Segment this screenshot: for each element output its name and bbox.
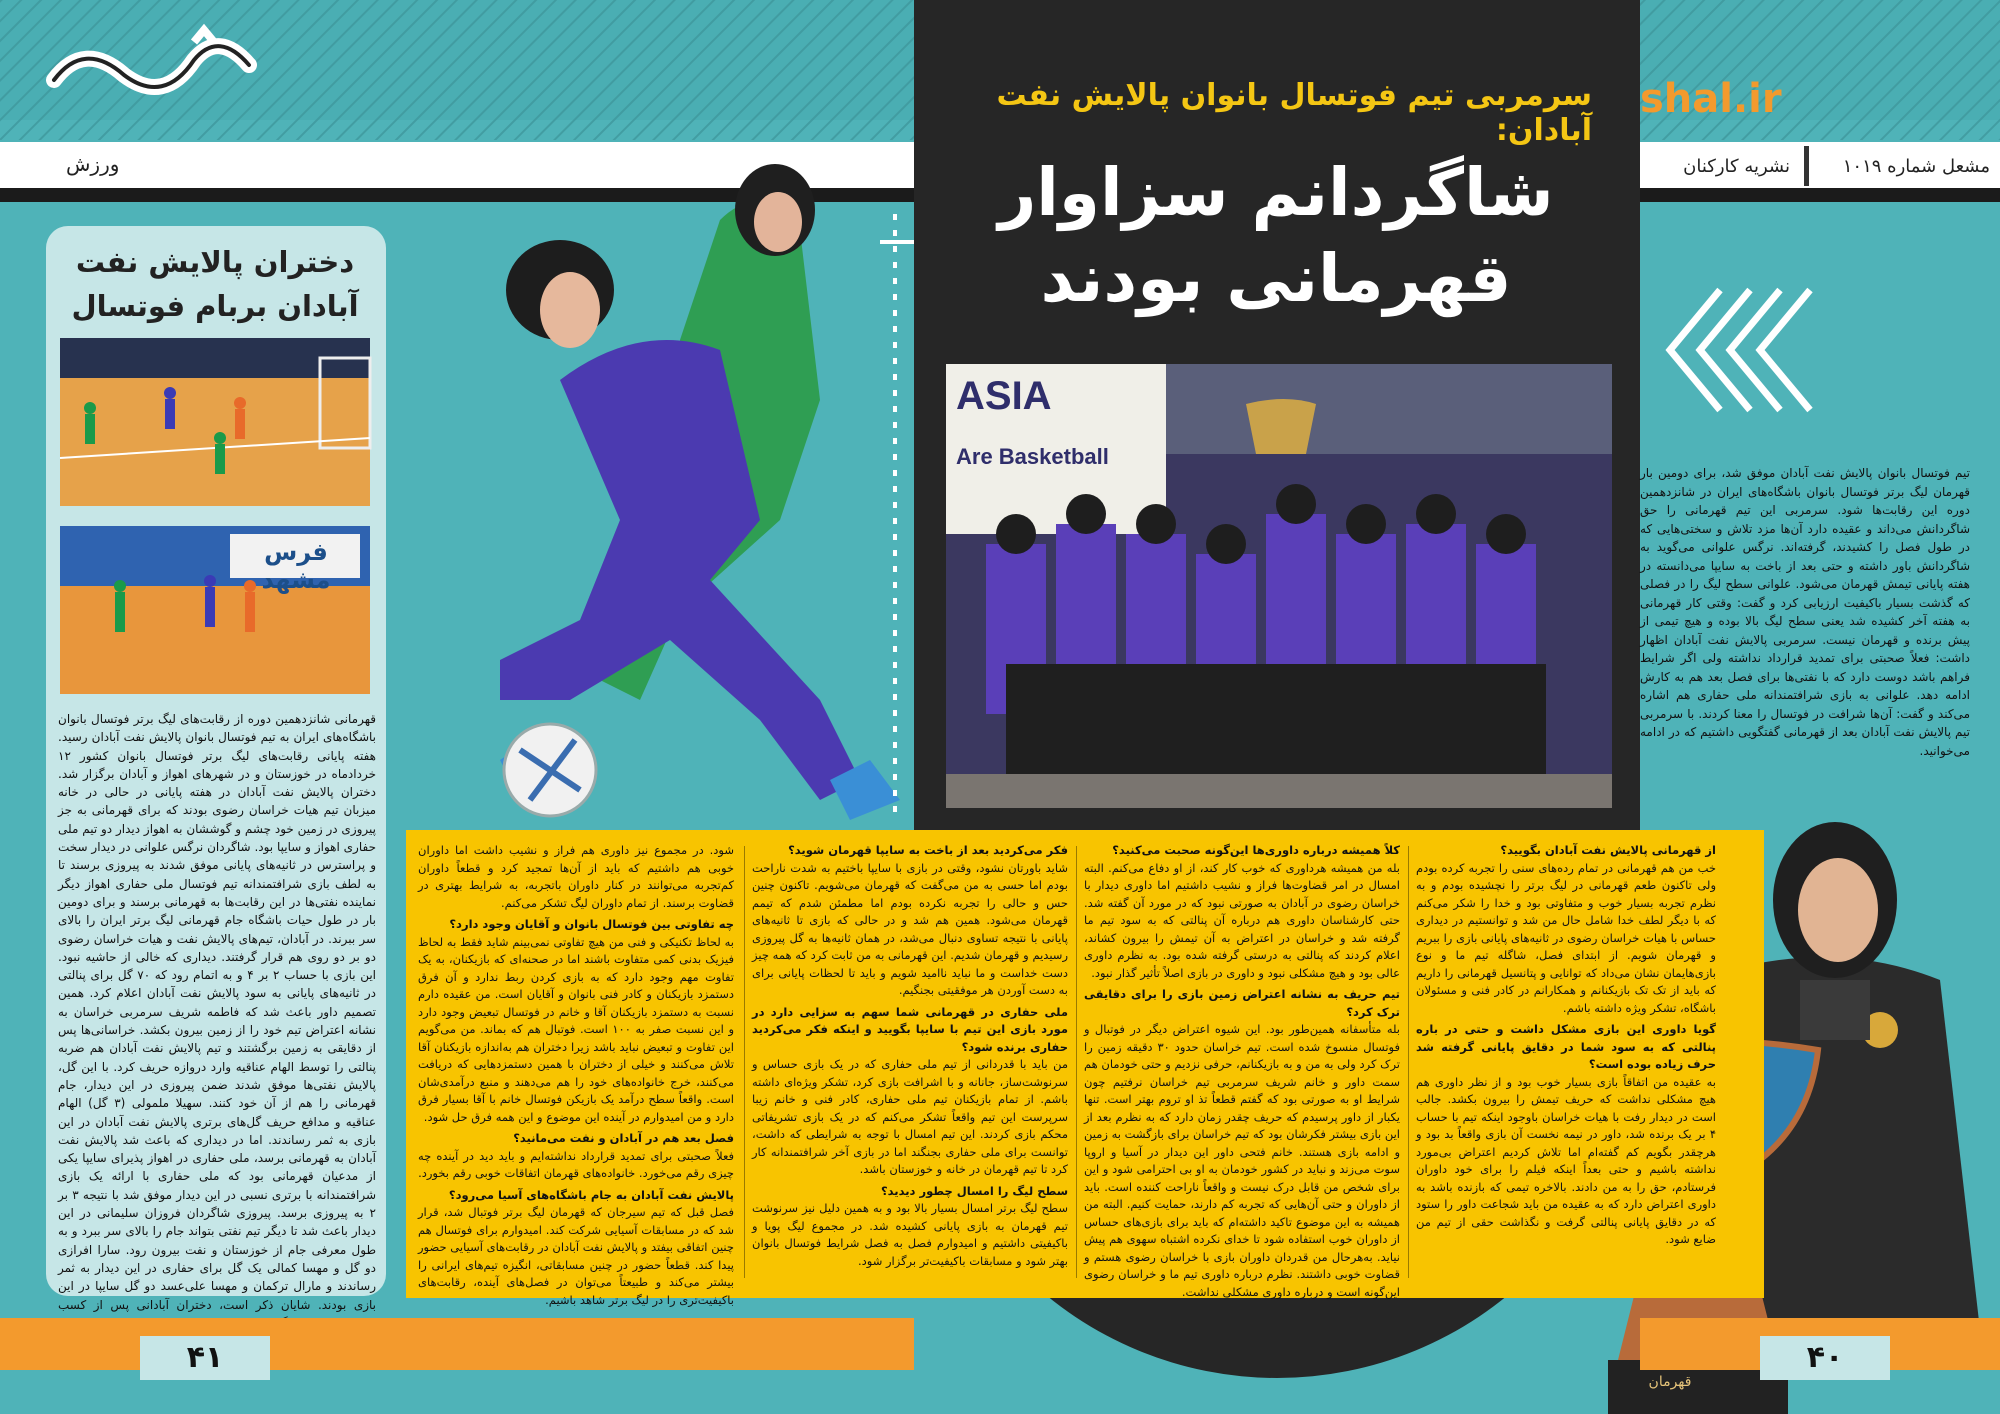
section-label: ورزش [66, 152, 120, 176]
team-celebration-photo [946, 364, 1612, 808]
qa-3-2-answer: سطح لیگ برتر امسال بسیار بالا بود و به همین دلیل نیز سرنوشت تیم قهرمان به بازی پایانی کشیده شد. در مجموع لیگ پویا و باکیفیتی داشتیم و امیدوارم فصل به فصل شرایط فوتسال بانوان بهتر شود و مسابقات باکیفیت‌تر برگزار شود. [752, 1201, 1068, 1268]
logo [44, 20, 264, 110]
left-headline: دختران پالایش نفت آبادان بربام فوتسال [71, 245, 359, 323]
qa-4-1-question: چه تفاوتی بین فوتسال بانوان و آقایان وجود دارد؟ [449, 917, 734, 931]
futsal-photo-1 [60, 338, 370, 506]
interview-col-3 [752, 842, 1068, 1282]
page-number-left: ۴۱ [140, 1336, 270, 1380]
qa-4-2-question: فصل بعد هم در آبادان و نفت می‌مانید؟ [513, 1131, 734, 1145]
qa-1-1-question: گویا داوری این بازی مشکل داشت و حتی در باره پنالتی که به سود شما در دقایق پایانی گرفته شد حرف زیاده بوده است؟ [1416, 1022, 1716, 1071]
qa-4-1-answer: به لحاظ تکنیکی و فنی من هیچ تفاوتی نمی‌بینم شاید فقط به لحاظ فیزیک بدنی کمی متفاوت باشند اما در صحنه‌ای که بازیکنان، به یک تفاوت مهم وجود دارد که به بازی کردن ربط ندارد و آن فرق دستمزد بازیکنان و کادر فنی بانوان و آقایان است. من عقیده دارم نسبت به دستمزد بازیکنان آقا و خانم در فوتسال تبعیض وجود دارد و این نسبت صفر به ۱۰۰ است. فوتبال هم که بماند. من می‌گویم این تفاوت و تبعیض نباید باشد زیرا دختران هم به‌اندازه بازیکنان آقا تلاش می‌کنند و خیلی از دختران با همین دستمزد‌هایی که دریافت می‌کنند، خرج خانواده‌های خود را هم می‌دهند و منبع درآمدی‌شان است. واقعاً سطح درآمد یک بازیکن فوتسال خانم با آقا بسیار فرق دارد و من امیدوارم در آینده این موضوع و این همه فرق حل شود. [418, 934, 734, 1124]
interview-col-1 [1416, 842, 1716, 1282]
qa-3-1-answer: من باید با قدردانی از تیم ملی حفاری که در یک بازی حساس و سرنوشت‌ساز، جانانه و با اشرافت بازی کرد، تشکر ویژه‌ای داشته باشم. از تمام بازیکنان تیم ملی حفاری، کادر فنی و خانم زیبا سرپرست این تیم واقعاً تشکر می‌کنم که در یک بازی تشریفاتی محکم بازی کردند. این تیم امسال با توجه به شرایطی که داشت، توانست برای ملی حفاری بجنگند اما در بازی آخر شرافتمندانه کار کرد تا تیم قهرمان در خانه و خوزستان باشد. [752, 1057, 1068, 1176]
qa-3-0-answer: شاید باورتان نشود، وقتی در بازی با سایپا باختیم به شدت ناراحت بودم اما حسی به من می‌گفت که قهرمان می‌شویم. تاکنون چنین حس و حالی را تجربه نکرده بودم اما مطمئن شدم که تیمم قهرمان می‌شود. همین هم شد و در حالی که بازی تا ثانیه‌های پایانی با نتیجه تساوی دنبال می‌شد، در همان ثانیه‌ها به گل پیروزی رسیدیم و قهرمان شدیم. این قهرمانی به من ثابت کرد که همه چیز دست خداست و ما نباید ناامید شویم و باید تا لحظات پایانی برای به دست آوردن هر موفقیتی بجنگیم. [752, 860, 1068, 997]
qa-3-0-question: فکر می‌کردید بعد از باخت به سایپا قهرمان شوید؟ [788, 843, 1068, 857]
logo-text [44, 20, 45, 21]
kicker: سرمربی تیم فوتسال بانوان پالایش نفت آبادان: [996, 78, 1592, 148]
qa-4-2-answer: فعلاً صحبتی برای تمدید قرارداد نداشته‌ایم و باید دید در آینده چه چیزی رقم می‌خورد. خانواده‌های قهرمان اتفاقات خوبی رقم بخورد. [418, 1148, 734, 1180]
dot-decoration [880, 214, 910, 814]
players-illustration [380, 140, 940, 830]
qa-2-0-answer: بله من همیشه هرداوری که خوب کار کند، از او دفاع می‌کنم. البته امسال در امر قضاوت‌ها فراز و نشیب داشتیم اما داوری دیدار با خراسان رضوی در آبادان به صورتی نبود که در مورد آن گفته شد. حتی کارشناسان داوری هم درباره آن پنالتی که به سود تیم ما گرفته شد و خراسان در اعتراض به آن تیمش را بیرون کشاند، اعلام کردند که پنالتی به درستی گرفته شده بود. به نظرم داوری عالی بود و هیچ مشکلی نبود و داوری در بازی اصلاً تأثیر گذار نبود. [1084, 860, 1400, 980]
qa-3-2-question: سطح لیگ را امسال چطور دیدید؟ [880, 1183, 1068, 1198]
qa-3-1-question: ملی حفاری در قهرمانی شما سهم به سزایی دارد در مورد بازی این تیم با سایپا بگویید و اینکه فکر می‌کردید حفاری برنده شود؟ [752, 1004, 1068, 1054]
trophy-label: قهرمان [1648, 1374, 1692, 1390]
interview-col-4 [418, 842, 734, 1307]
qa-4-3-answer: فصل قبل که تیم سیرجان که قهرمان لیگ برتر فوتبال شد، قرار شد که در مسابقات آسیایی شرکت کند. امیدوارم برای فوتسال هم چنین اتفاقی بیفتد و پالایش نفت آبادان در رقابت‌های آسیایی حضور پیدا کند. قطعاً حضور در چنین مسابقاتی، انگیزه تیم‌های ایرانی را بیشتر می‌کند و طبیعتاً می‌توان در فصل‌های آینده، رقابت‌های باکیفیت‌تری را در لیگ برتر شاهد باشیم. [418, 1205, 734, 1307]
qa-4-0-answer: شود. در مجموع نیز داوری هم فراز و نشیب داشت اما داوران خوبی هم داشتیم که باید از آن‌ها تمجید کرد و قطعاً داوران کم‌تجربه می‌توانند در کنار داوران باتجربه، به شرایط بهتری در قضاوت برسند. از تمام داوران لیگ تشکر می‌کنم. [418, 843, 734, 910]
site-url: shal.ir [1640, 76, 1782, 122]
column-divider [744, 846, 745, 1278]
column-divider [1408, 846, 1409, 1278]
right-intro-body: تیم فوتسال بانوان پالایش نفت آبادان موفق شد، برای دومین بار قهرمان لیگ برتر فوتسال بانوان باشگاه‌های ایران در شانزدهمین دوره این رقابت‌ها شود. سرمربی این تیم قهرمانی را حق شاگردانش می‌داند و عقیده دارد آن‌ها مزد تلاش و سختی‌هایی که در طول فصل را کشیدند، گرفته‌اند. نرگس علوانی می‌گوید به شاگردانش باور داشته و حتی بعد از باخت به سایپا می‌دانسته در هفته پایانی تیمش قهرمان می‌شود. علوانی سطح لیگ را در فصلی که گذشت بسیار باکیفیت ارزیابی کرد و گفت: وقتی کار قهرمانی به هفته آخر کشیده شد یعنی سطح لیگ بالا بوده و هیچ تیمی از پیش برنده و قهرمان نیست. سرمربی پالایش نفت آبادان اظهار داشت: فعلاً صحبتی برای تمدید قرارداد نداشته ولی اگر شرایط فراهم باشد دوست دارد که با نفتی‌ها برای فصل بعد هم به کارش ادامه دهد. علوانی به بازی شرافتمندانه ملی حفاری هم اشاره می‌کند و گفت: آن‌ها شرافت در فوتسال را معنا کردند. با سرمربی تیم پالایش نفت آبادان بعد از قهرمانی گفتگویی داشتیم که در ادامه می‌خوانید. [1640, 466, 1970, 758]
header-bar-right [1640, 188, 2000, 202]
logo-mark [44, 20, 264, 110]
left-article-body: قهرمانی شانزدهمین دوره از رقابت‌های لیگ برتر فوتسال بانوان باشگاه‌های ایران به تیم فوتسال بانوان پالایش نفت آبادان رسید. هفته پایانی رقابت‌های لیگ برتر فوتسال بانوان کشور ۱۲ خردادماه در خوزستان و در شهرهای اهواز و آبادان برگزار شد. دختران پالایش نفت آبادان در هفته پایانی در حالی در خانه میزبان تیم هیات خراسان رضوی بودند که برای قهرمانی به جز پیروزی در زمین خود چشم و گوششان به اهواز دیدار دو تیم ملی حفاری اهواز و سایپا بود. شاگردان نرگس علوانی در دیدار سخت و پراسترس در ثانیه‌های پایانی موفق شدند به پیروزی برسند تا به لطف بازی شرافتمندانه تیم فوتسال ملی حفاری اهواز دیگر نماینده نفتی‌ها در این رقابت‌ها به قهرمانی برسند و برای دومین بار در طول حیات باشگاه جام قهرمانی لیگ برتر ایران را بالای سر ببرند. در آبادان، تیم‌های پالایش نفت و هیات خراسان رضوی دو بر دو روی هم قرار گرفتند. دیداری که خالی از حاشیه نبود. این بازی با حساب ۲ بر ۴ و به اتمام رود که ۷۰ گل برای پنالتی در ثانیه‌های پایانی به سود پالایش نفت آبادان اعلام کرد. همین تصمیم داور باعث شد که فاطمه شریف سرمربی خراسان به نشانه اعتراض تیم خود را از زمین بیرون بکشد. خراسانی‌ها پس از دقایقی به زمین برگشتند و تیم پالایش نفت آبادان هم ضربه پنالتی را توسط الهام عناقیه وارد دروازه حریف کرد. با این گل، پالایش نفتی‌ها موفق شدند ضمن پیروزی در این دیدار، جام قهرمانی را هم از آن خود کنند. سهیلا ملمولی (۳ گل) الهام عناقیه و مدافع حریف گل‌های برتری پالایش نفت آبادان در این بازی به ثمر رساندند. اما در دیداری که باعث شد پالایش نفت آبادان به قهرمانی برسد، ملی حفاری در اهواز پذیرای سایپا یکی از مدعیان قهرمانی بود که ملی حفاری با ارائه یک بازی شرافتمندانه با برتری نسبی در این دیدار موفق شد با نتیجه ۳ بر ۲ به پیروزی برسد. پیروزی شاگردان فروزان سلیمانی در این دیدار باعث شد تا دیگر تیم نفتی بتواند جام را بالای سر ببرد و به طول معرفی جام از خوزستان و نفت بیرون رود. سارا افرازی دو گل و مهسا کمالی یک گل برای حفاری در این دیدار به ثمر رساندند و مارال ترکمان و مهسا علی‌عسد دو گل سایپا در این بازی بودند. شایان ذکر است، دختران آبادانی پس از کسب [58, 712, 377, 1312]
issue-label: مشعل شماره ۱۰۱۹ [1842, 156, 1990, 177]
qa-1-1-answer: به عقیده من اتفاقاً بازی بسیار خوب بود و از نظر داوری هم هیچ مشکلی نداشت که حریف تیمش را بیرون بکشد. جالب است در دیدار رفت با هیات خراسان باوجود اینکه تیم با حساب ۴ بر یک برنده شد، داور در نیمه نخست آن بازی واقعاً بد بود و هرچقدر بگویم کم گفته‌ام اما تلاش کردیم اعتراض بی‌مورد نداشته باشیم و حتی بعداً اینکه فیلم را برای خود داوران فرستادم، حق را به من دادند. بالاخره تیمی که بازنده باشد به داوری اعتراض دارد که به عقیده من باید شجاعت داور را ستود که در دقایق پایانی پنالتی گرفت و نگذاشت حقی از تیم من ضایع شود. [1416, 1074, 1716, 1246]
interview-col-2 [1084, 842, 1400, 1299]
column-divider [1076, 846, 1077, 1278]
chevron-decoration [1660, 280, 1820, 420]
futsal-photo-1-art [60, 338, 370, 506]
photo-banner-asia: ASIA [956, 374, 1052, 418]
qa-2-0-question: کلاً همیشه درباره داوری‌ها این‌گونه صحبت می‌کنید؟ [1112, 843, 1400, 857]
qa-2-1-question: تیم حریف به نشانه اعتراض زمین بازی را برای دقایقی ترک کرد؟ [1084, 987, 1400, 1019]
publication-label: نشریه کارکنان [1683, 156, 1790, 177]
header-separator [1804, 146, 1809, 186]
team-celebration-art [946, 364, 1612, 808]
futsal-photo-2 [60, 526, 370, 694]
qa-1-0-answer: خب من هم قهرمانی در تمام رده‌های سنی را تجربه کرده بودم ولی تاکنون طعم قهرمانی در لیگ برتر را نچشیده بودم و به نظرم تجربه بسیار خوب و متفاوتی بود و خدا را شکر می‌کنم که با دیگر لطف خدا شامل حال من شد و توانستیم در دیداری حساس با هیات خراسان رضوی در ثانیه‌های پایانی بازی را ببریم و قهرمان شویم. از ابتدای فصل، شاگله تیم ما و نوع بازی‌هایمان نشان می‌داد که توانایی و پتانسیل قهرمانی را داریم که باید از تک تک بازیکنانم و همکارانم در کادر فنی و مسئولان باشگاه، تشکر ویژه داشته باشم. [1416, 860, 1716, 1015]
article-title: شاگردانم سزاوار قهرمانی بودند [998, 154, 1554, 317]
qa-1-0-question: از قهرمانی پالایش نفت آبادان بگویید؟ [1500, 843, 1716, 857]
photo2-banner-text: فرس مشهد [261, 538, 331, 594]
page-number-right: ۴۰ [1760, 1336, 1890, 1380]
qa-4-3-question: پالایش نفت آبادان به جام باشگاه‌های آسیا می‌رود؟ [448, 1187, 734, 1202]
footer-band-left [0, 1318, 914, 1370]
photo-banner-sub: Are Basketball [956, 444, 1109, 469]
qa-2-1-answer: بله متأسفانه همین‌طور بود. این شیوه اعتراض دیگر در فوتبال و فوتسال منسوخ شده است. تیم خراسان حدود ۳۰ دقیقه زمین را ترک کرد ولی به من و به بازیکنانم، حرفی نزدیم و حتی خودمان هم سمت داور و خانم شریف سرمربی تیم خراسان نرفتیم چون شرایط او به صورتی بود که گفتم قطعاً تذ او تروم بهتر است. تنها یکبار از داور پرسیدم که حریف چقدر زمان دارد که به نظرم بعد از این بازی بیشتر فکرشان بود که تیم خراسان برای بازگشت به زمین و ادامه بازی هستند. خانم فتحی داور این دیدار در آسیا و اروپا سوت می‌زند و نباید در کشور خودمان به او بی احترامی شود و این برای شخص من قابل درک نیست و واقعاً ناراحت کننده است. باید از داوران و حتی آن‌هایی که تجربه کم دارند، حمایت کنیم. البته من همیشه به این موضوع تاکید داشته‌ام که باید برای بازی‌های حساس از داوران خوب استفاده شود تا خدای نکرده اشتباه سهوی هم پیش نیاید. به‌هرحال من قدردان داوران بازی با خراسان رضوی هستم و قضاوت خوبی داشتند. نظرم درباره داوری تیم ما و خراسان رضوی این‌گونه است و درباره داوری مشکلی نداشت. [1084, 1022, 1400, 1299]
